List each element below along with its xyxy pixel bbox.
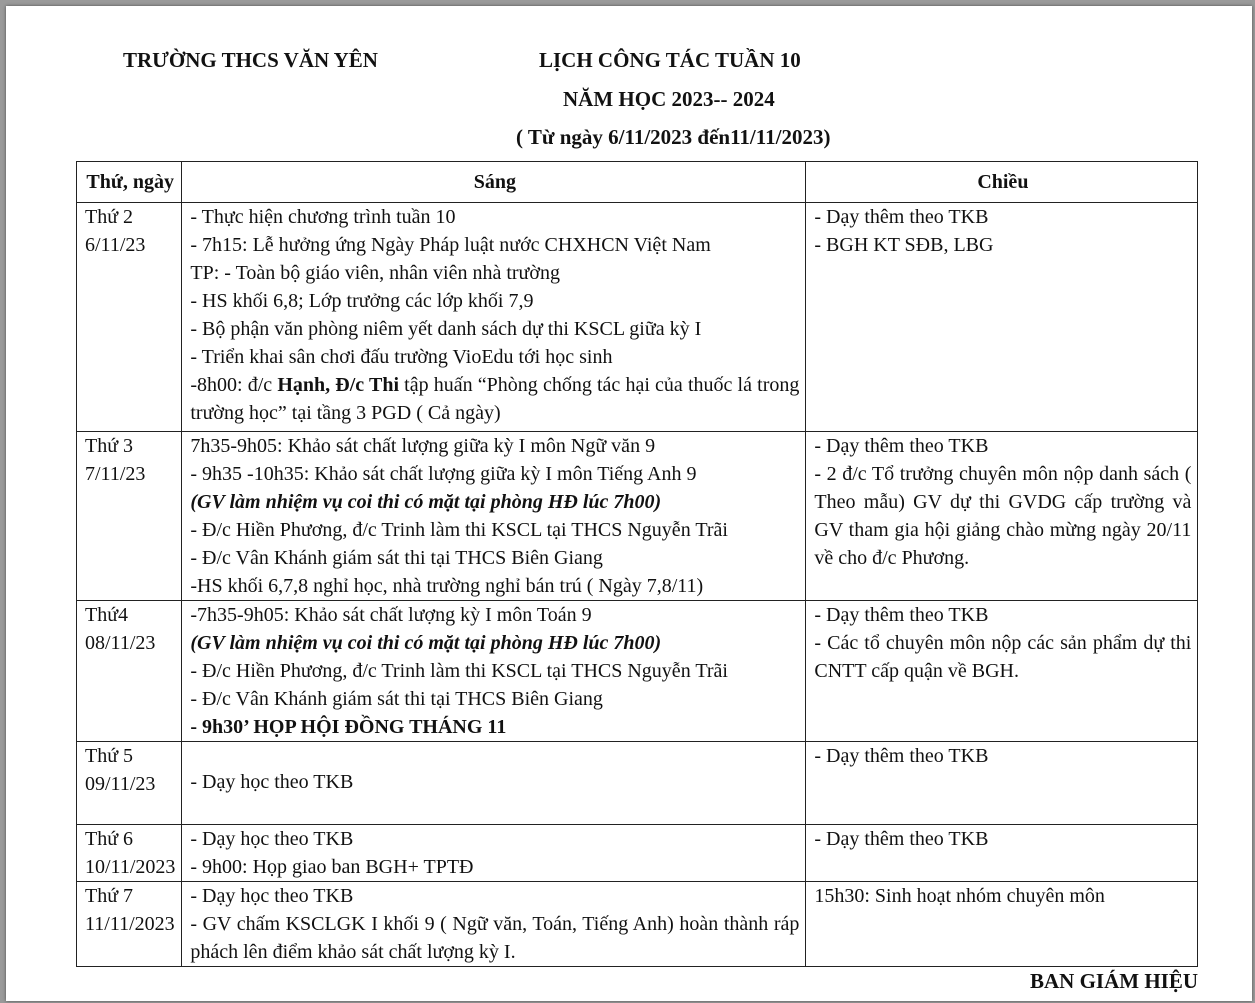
morning-item: - Đ/c Vân Khánh giám sát thi tại THCS Biên Giang bbox=[190, 688, 603, 710]
morning-item-note: (GV làm nhiệm vụ coi thi có mặt tại phòng HĐ lúc 7h00) bbox=[190, 491, 662, 513]
morning-item: - Đ/c Hiền Phương, đ/c Trinh làm thi KSCL tại THCS Nguyễn Trãi bbox=[190, 660, 728, 682]
afternoon-item: - Dạy thêm theo TKB bbox=[814, 206, 989, 228]
date-range: ( Từ ngày 6/11/2023 đến11/11/2023) bbox=[516, 125, 831, 149]
day-date: 7/11/23 bbox=[85, 463, 146, 485]
morning-item: - 9h00: Họp giao ban BGH+ TPTĐ bbox=[190, 856, 474, 878]
day-date: 11/11/2023 bbox=[85, 913, 175, 935]
header-day: Thứ, ngày bbox=[77, 162, 182, 203]
morning-item bbox=[190, 371, 799, 427]
day-date: 6/11/23 bbox=[85, 234, 146, 256]
table-row bbox=[77, 601, 1198, 742]
day-cell bbox=[77, 825, 182, 882]
document-page bbox=[6, 6, 1252, 1001]
table-row bbox=[77, 432, 1198, 601]
day-cell bbox=[77, 601, 182, 742]
day-name: Thứ 7 bbox=[85, 885, 134, 907]
afternoon-item: - Dạy thêm theo TKB bbox=[814, 435, 989, 457]
day-name: Thứ4 bbox=[85, 604, 129, 626]
morning-cell bbox=[182, 601, 806, 742]
morning-item: - 9h35 -10h35: Khảo sát chất lượng giữa kỳ I môn Tiếng Anh 9 bbox=[190, 463, 697, 485]
afternoon-item: - Dạy thêm theo TKB bbox=[814, 604, 989, 626]
day-cell bbox=[77, 742, 182, 825]
morning-item: - Dạy học theo TKB bbox=[190, 885, 354, 907]
morning-item: - Triển khai sân chơi đấu trường VioEdu tới học sinh bbox=[190, 346, 613, 368]
day-cell bbox=[77, 203, 182, 432]
morning-item-prefix: -8h00: đ/c bbox=[190, 374, 278, 396]
day-cell bbox=[77, 432, 182, 601]
morning-item-bold: Hạnh, Đ/c Thi bbox=[277, 374, 399, 396]
morning-cell bbox=[182, 203, 806, 432]
morning-item: - Dạy học theo TKB bbox=[190, 771, 354, 793]
table-row bbox=[77, 882, 1198, 967]
afternoon-cell bbox=[806, 203, 1198, 432]
schedule-table bbox=[76, 161, 1198, 967]
day-date: 10/11/2023 bbox=[85, 856, 176, 878]
afternoon-item: - Dạy thêm theo TKB bbox=[814, 745, 989, 767]
day-date: 08/11/23 bbox=[85, 632, 156, 654]
day-name: Thứ 3 bbox=[85, 435, 134, 457]
day-name: Thứ 2 bbox=[85, 206, 134, 228]
afternoon-cell bbox=[806, 601, 1198, 742]
morning-item: - Đ/c Vân Khánh giám sát thi tại THCS Biên Giang bbox=[190, 547, 603, 569]
table-row bbox=[77, 825, 1198, 882]
morning-item: - GV chấm KSCLGK I khối 9 ( Ngữ văn, Toán, Tiếng Anh) hoàn thành ráp phách lên điểm khảo sát chất lượng kỳ I. bbox=[190, 913, 800, 963]
schedule-title: LỊCH CÔNG TÁC TUẦN 10 bbox=[539, 48, 801, 72]
morning-cell bbox=[182, 882, 806, 967]
day-name: Thứ 6 bbox=[85, 828, 134, 850]
afternoon-cell bbox=[806, 432, 1198, 601]
header-morning: Sáng bbox=[182, 162, 806, 203]
morning-item-meeting: - 9h30’ HỌP HỘI ĐỒNG THÁNG 11 bbox=[190, 716, 507, 738]
morning-item: - HS khối 6,8; Lớp trưởng các lớp khối 7,9 bbox=[190, 290, 534, 312]
morning-cell bbox=[182, 742, 806, 825]
day-name: Thứ 5 bbox=[85, 745, 134, 767]
day-date: 09/11/23 bbox=[85, 773, 156, 795]
morning-item: - Bộ phận văn phòng niêm yết danh sách dự thi KSCL giữa kỳ I bbox=[190, 318, 702, 340]
signature-label: BAN GIÁM HIỆU bbox=[1030, 969, 1199, 993]
morning-item: TP: - Toàn bộ giáo viên, nhân viên nhà trường bbox=[190, 262, 560, 284]
morning-item: 7h35-9h05: Khảo sát chất lượng giữa kỳ I môn Ngữ văn 9 bbox=[190, 435, 656, 457]
morning-item-suffix: tập huấn “Phòng chống tác hại của thuốc lá trong trường học” tại tầng 3 PGD ( Cả ngày) bbox=[190, 374, 800, 424]
afternoon-item: 15h30: Sinh hoạt nhóm chuyên môn bbox=[814, 885, 1105, 907]
afternoon-cell bbox=[806, 825, 1198, 882]
afternoon-item: - Dạy thêm theo TKB bbox=[814, 828, 989, 850]
school-year: NĂM HỌC 2023-- 2024 bbox=[563, 87, 775, 111]
day-cell bbox=[77, 882, 182, 967]
morning-item-note: (GV làm nhiệm vụ coi thi có mặt tại phòng HĐ lúc 7h00) bbox=[190, 632, 662, 654]
afternoon-cell bbox=[806, 742, 1198, 825]
afternoon-cell bbox=[806, 882, 1198, 967]
morning-item: - Thực hiện chương trình tuần 10 bbox=[190, 206, 456, 228]
morning-cell bbox=[182, 432, 806, 601]
morning-item: - 7h15: Lễ hưởng ứng Ngày Pháp luật nước CHXHCN Việt Nam bbox=[190, 234, 711, 256]
table-header-row bbox=[77, 162, 1198, 203]
afternoon-item: - BGH KT SĐB, LBG bbox=[814, 234, 994, 256]
table-row bbox=[77, 742, 1198, 825]
afternoon-item: - Các tổ chuyên môn nộp các sản phẩm dự thi CNTT cấp quận về BGH. bbox=[814, 632, 1192, 682]
table-row bbox=[77, 203, 1198, 432]
morning-item: -7h35-9h05: Khảo sát chất lượng kỳ I môn Toán 9 bbox=[190, 604, 592, 626]
morning-item: - Dạy học theo TKB bbox=[190, 828, 354, 850]
morning-item: - Đ/c Hiền Phương, đ/c Trinh làm thi KSCL tại THCS Nguyễn Trãi bbox=[190, 519, 728, 541]
morning-item: -HS khối 6,7,8 nghỉ học, nhà trường nghỉ bán trú ( Ngày 7,8/11) bbox=[190, 575, 704, 597]
school-name: TRƯỜNG THCS VĂN YÊN bbox=[123, 48, 378, 72]
afternoon-item: - 2 đ/c Tổ trưởng chuyên môn nộp danh sách ( Theo mẫu) GV dự thi GVDG cấp trường và GV tham gia hội giảng chào mừng ngày 20/11 về cho đ/c Phương. bbox=[814, 463, 1192, 569]
morning-cell bbox=[182, 825, 806, 882]
header-afternoon: Chiều bbox=[806, 162, 1198, 203]
